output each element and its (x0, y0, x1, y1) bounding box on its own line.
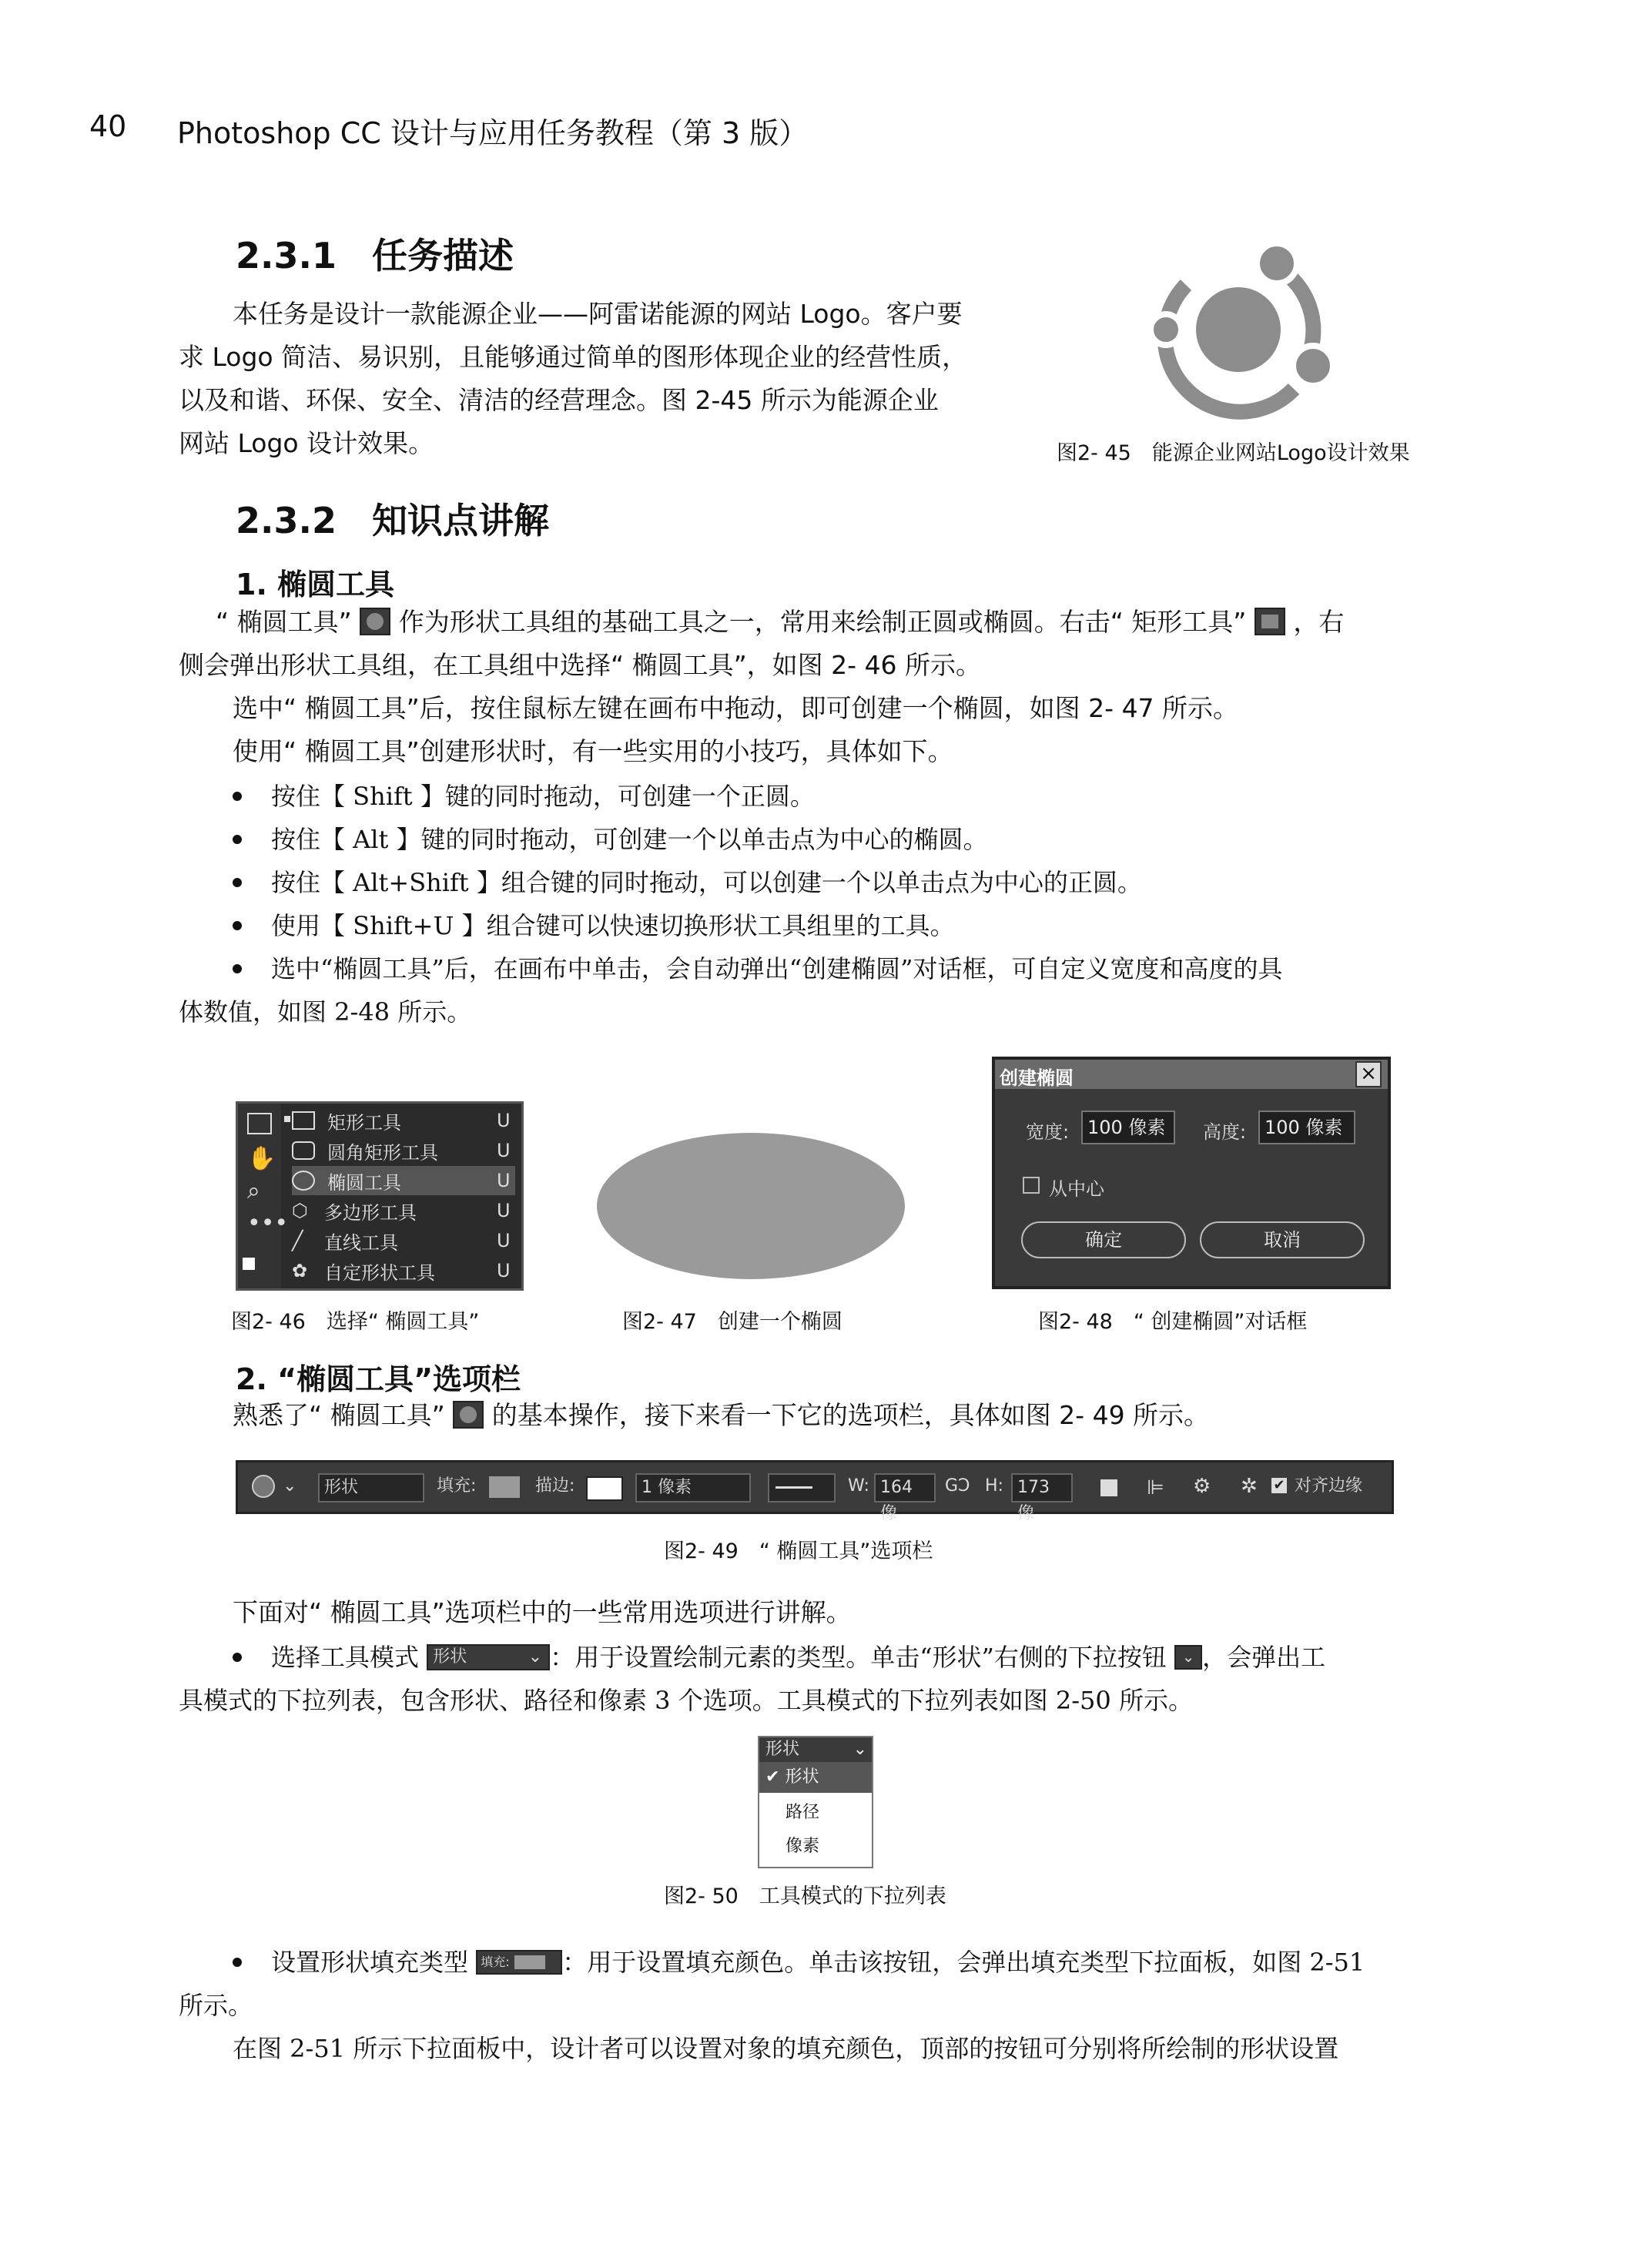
custom-shape-icon: ✿ (292, 1260, 308, 1281)
ellipse-options-bar (236, 1460, 1394, 1523)
para-line: 选中“ 椭圆工具”后，按住鼠标左键在画布中拖动，即可创建一个椭圆，如图 2- 47 所示。 (233, 693, 1239, 723)
menu-item-rounded-rectangle[interactable]: 圆角矩形工具 U (292, 1136, 515, 1165)
para-line: 侧会弹出形状工具组，在工具组中选择“ 椭圆工具”，如图 2- 46 所示。 (179, 650, 982, 680)
stroke-width-select[interactable]: 1 像素 (635, 1473, 751, 1503)
bullet-icon (233, 1958, 242, 1967)
dropdown-header[interactable]: 形状 ⌄ (759, 1737, 872, 1762)
path-alignment-icon[interactable]: ⊫ (1147, 1476, 1164, 1499)
ellipse-tool-icon[interactable] (252, 1475, 275, 1498)
tool-mode-dropdown (758, 1736, 873, 1868)
page-number: 40 (89, 109, 127, 143)
link-icon[interactable]: GƆ (945, 1476, 970, 1496)
figure-caption: 图2- 48 “ 创建椭圆”对话框 (1038, 1310, 1308, 1334)
list-item: 选中“椭圆工具”后，在画布中单击，会自动弹出“创建椭圆”对话框，可自定义宽度和高度的具 (179, 947, 1457, 990)
bullet-icon (233, 1653, 242, 1662)
fill-type-bullet (179, 1941, 1457, 2070)
toolbar-strip (238, 1104, 289, 1288)
path-arrangement-icon[interactable]: ⚙ (1193, 1475, 1211, 1498)
cancel-button[interactable]: 取消 (1200, 1221, 1365, 1258)
zoom-icon[interactable]: ⌕ (247, 1178, 260, 1204)
para-line: 下面对“ 椭圆工具”选项栏中的一些常用选项进行讲解。 (233, 1597, 852, 1627)
close-icon[interactable]: × (1355, 1061, 1382, 1087)
dialog-titlebar (995, 1060, 1388, 1089)
height-label: 高度: (1203, 1121, 1247, 1143)
bullet-icon (233, 878, 242, 887)
bullet-icon (233, 921, 242, 930)
from-center-label: 从中心 (1049, 1178, 1104, 1200)
para-line: 本任务是设计一款能源企业——阿雷诺能源的网站 Logo。客户要 (233, 299, 963, 329)
shape-tool-panel (236, 1101, 524, 1291)
menu-item-polygon[interactable]: ⬡ 多边形工具 U (292, 1200, 511, 1224)
section-232-paragraphs (179, 601, 1457, 773)
bullet-icon (233, 964, 242, 973)
width-input[interactable]: 164 像 (874, 1473, 936, 1503)
path-operations-icon[interactable] (1100, 1479, 1117, 1496)
width-label: W: (848, 1476, 869, 1496)
stroke-label: 描边: (535, 1476, 575, 1496)
align-edges-label: 对齐边缘 (1295, 1476, 1363, 1496)
para-line: 以及和谐、环保、安全、清洁的经营理念。图 2-45 所示为能源企业 (179, 385, 939, 415)
fill-label: 填充: (437, 1476, 477, 1496)
option-path[interactable]: 路径 (786, 1803, 820, 1822)
fill-swatch (514, 1955, 545, 1969)
ellipse-icon (292, 1171, 315, 1191)
running-header: Photoshop CC 设计与应用任务教程（第 3 版） (177, 116, 809, 150)
width-input[interactable]: 100 像素 (1081, 1111, 1175, 1144)
list-item-continuation: 具模式的下拉列表，包含形状、路径和像素 3 个选项。工具模式的下拉列表如图 2-50 所示。 (179, 1686, 1193, 1715)
check-icon: ✔ (765, 1767, 780, 1787)
dropdown-button-icon: ⌄ (1174, 1645, 1202, 1670)
para-line: 熟悉了“ 椭圆工具” 的基本操作，接下来看一下它的选项栏，具体如图 2- 49 所示。 (233, 1400, 1210, 1430)
option-pixel[interactable]: 像素 (786, 1837, 820, 1856)
height-input[interactable]: 100 像素 (1258, 1111, 1355, 1144)
section-heading-231: 2.3.1 任务描述 (236, 235, 514, 276)
rectangle-icon (292, 1111, 315, 1130)
list-item-continuation: 体数值，如图 2-48 所示。 (179, 997, 472, 1027)
list-item: 按住【 Shift 】键的同时拖动，可创建一个正圆。 (179, 775, 1457, 818)
para-line: 求 Logo 简洁、易识别，且能够通过简单的图形体现企业的经营性质， (179, 342, 968, 372)
rectangle-tool-icon (1254, 608, 1285, 635)
tool-mode-bullet (179, 1636, 1457, 1722)
list-item: 选择工具模式 形状 ⌄ ：用于设置绘制元素的类型。单击“形状”右侧的下拉按钮 ⌄ ，会弹出工 (179, 1636, 1457, 1679)
menu-item-custom-shape[interactable]: ✿ 自定形状工具 U (292, 1260, 511, 1284)
line-icon: ╱ (292, 1230, 303, 1251)
list-item: 设置形状填充类型 填充: ：用于设置填充颜色。单击该按钮，会弹出填充类型下拉面板，如图 2-51 (179, 1941, 1457, 1984)
dialog-title: 创建椭圆 (1000, 1067, 1074, 1089)
figure-caption: 图2- 50 工具模式的下拉列表 (664, 1884, 946, 1908)
height-label: H: (985, 1476, 1003, 1496)
create-ellipse-dialog (992, 1057, 1391, 1289)
para-line: “ 椭圆工具” 作为形状工具组的基础工具之一，常用来绘制正圆或椭圆。右击“ 矩形工具” ，右 (216, 607, 1345, 637)
subheading-2: 2. “椭圆工具”选项栏 (236, 1362, 521, 1396)
more-icon[interactable]: ••• (247, 1210, 289, 1237)
hand-icon[interactable]: ✋ (247, 1145, 276, 1172)
chevron-down-icon: ⌄ (853, 1740, 867, 1759)
selected-marker-icon (284, 1116, 290, 1122)
chevron-down-icon: ⌄ (528, 1647, 543, 1667)
gear-icon[interactable]: ✲ (1241, 1475, 1258, 1498)
section-231-paragraph (179, 293, 1010, 465)
width-label: 宽度: (1026, 1121, 1070, 1143)
stroke-swatch[interactable] (586, 1476, 623, 1501)
list-item: 按住【 Alt 】键的同时拖动，可创建一个以单击点为中心的椭圆。 (179, 818, 1457, 861)
ok-button[interactable]: 确定 (1021, 1221, 1186, 1258)
height-input[interactable]: 173 像 (1011, 1473, 1073, 1503)
list-item: 使用【 Shift+U 】组合键可以快速切换形状工具组里的工具。 (179, 904, 1457, 947)
rectangle-tool-icon[interactable] (247, 1113, 272, 1134)
stroke-type-select[interactable] (768, 1473, 836, 1503)
para-line: 使用“ 椭圆工具”创建形状时，有一些实用的小技巧，具体如下。 (233, 736, 953, 766)
ellipse-tool-icon (453, 1401, 484, 1429)
list-item-continuation: 所示。 (179, 1991, 253, 2020)
figure-caption: 图2- 46 选择“ 椭圆工具” (231, 1310, 480, 1334)
color-swatch-icon[interactable] (243, 1258, 255, 1270)
fill-button: 填充: (476, 1950, 562, 1975)
polygon-icon: ⬡ (292, 1200, 308, 1221)
tool-mode-select[interactable]: 形状 (318, 1473, 424, 1503)
list-item: 按住【 Alt+Shift 】组合键的同时拖动，可以创建一个以单击点为中心的正圆。 (179, 861, 1457, 904)
para-line: 在图 2-51 所示下拉面板中，设计者可以设置对象的填充颜色，顶部的按钮可分别将所绘制的形状设置 (233, 2034, 1339, 2063)
tool-mode-select: 形状 ⌄ (427, 1644, 550, 1670)
menu-item-ellipse[interactable]: 椭圆工具 U (292, 1166, 515, 1195)
option-shape[interactable]: ✔ 形状 (759, 1762, 872, 1793)
subheading-1: 1. 椭圆工具 (236, 568, 395, 601)
fill-swatch[interactable] (489, 1476, 520, 1498)
bullet-icon (233, 835, 242, 844)
chevron-down-icon[interactable]: ⌄ (283, 1476, 297, 1496)
align-edges-checkbox[interactable]: ✔ (1271, 1478, 1287, 1493)
menu-item-line[interactable]: ╱ 直线工具 U (292, 1230, 511, 1254)
ellipse-tool-icon (360, 608, 390, 635)
from-center-checkbox[interactable] (1023, 1177, 1040, 1194)
menu-item-rectangle[interactable]: 矩形工具 U (292, 1106, 515, 1135)
figure-caption: 图2- 49 “ 椭圆工具”选项栏 (664, 1539, 933, 1563)
figure-caption: 图2- 47 创建一个椭圆 (622, 1310, 842, 1334)
section-heading-232: 2.3.2 知识点讲解 (236, 500, 549, 541)
para-line: 网站 Logo 设计效果。 (179, 428, 434, 458)
bullet-icon (233, 792, 242, 801)
energy-logo (1140, 231, 1340, 424)
rounded-rectangle-icon (292, 1141, 315, 1160)
tips-list (179, 775, 1457, 1033)
ellipse-shape (593, 1129, 909, 1283)
figure-caption: 图2- 45 能源企业网站Logo设计效果 (1057, 441, 1410, 465)
